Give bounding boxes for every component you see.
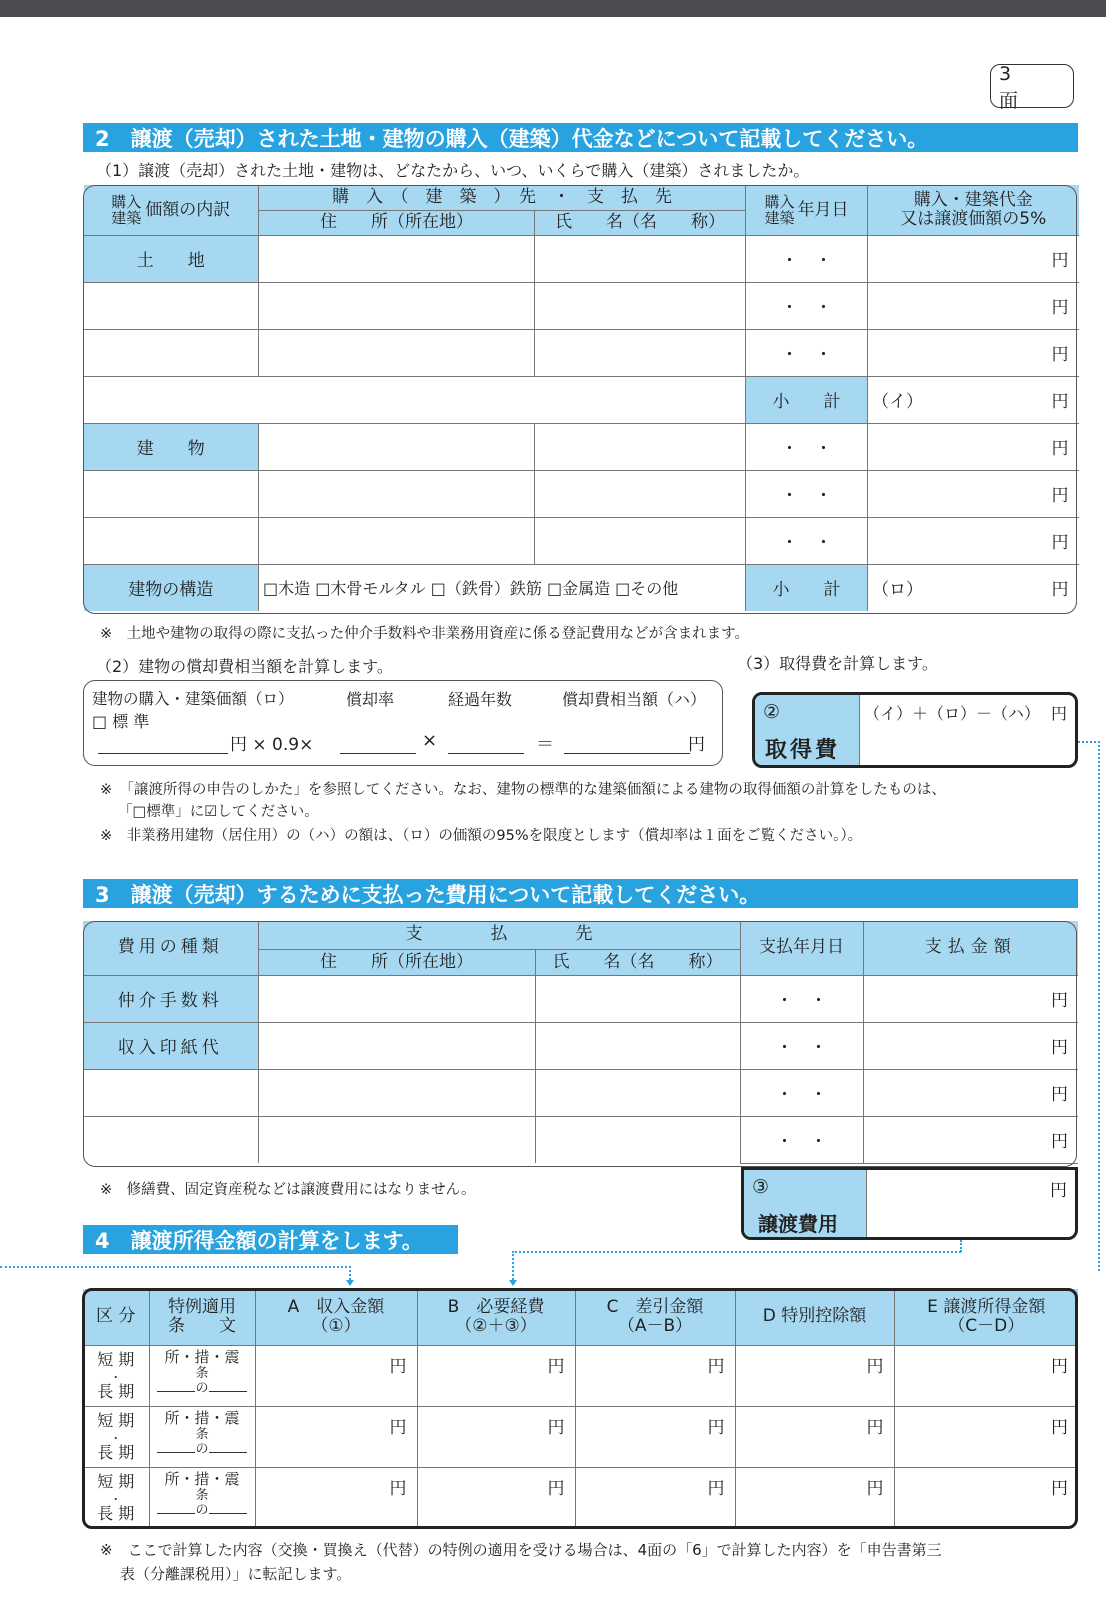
calc-years-input[interactable]: [448, 753, 524, 754]
revenue-field[interactable]: 円: [255, 1345, 417, 1406]
article-field[interactable]: 所・措・震 条 の: [149, 1406, 255, 1467]
expense-date-field[interactable]: ・ ・: [740, 1022, 863, 1069]
yen-unit: 円: [1051, 392, 1069, 412]
revenue-field[interactable]: 円: [255, 1406, 417, 1467]
section2-note3: ※ 非業務用建物（居住用）の（ハ）の額は、（ロ）の価額の95%を限度とします（償却率は１面をご覧ください。）。: [100, 828, 863, 844]
table-row: [84, 235, 1079, 282]
expense-amount-field[interactable]: 円: [863, 1116, 1078, 1163]
header-kubun: 区 分: [83, 1289, 149, 1345]
section4-note-a: ※ ここで計算した内容（交換・買換え（代替）の特例の適用を受ける場合は、4面の「6」で計算した内容）を「申告書第三: [100, 1541, 942, 1559]
difference-field[interactable]: 円: [575, 1406, 735, 1467]
calc-yen-mult: 円 × 0.9×: [230, 735, 314, 755]
table-row: [84, 282, 1079, 329]
building-date-field[interactable]: ・ ・: [746, 423, 868, 470]
header-c-difference: C 差引金額 （A－B）: [575, 1289, 735, 1345]
section2-note2b: 「□標準」に☑してください。: [118, 804, 319, 820]
header-date: 購入 建築 年月日: [746, 185, 868, 235]
acq-formula: （イ）＋（ロ）－（ハ）: [864, 704, 1041, 723]
row-label-empty: [84, 517, 259, 564]
row-label-stamp: 収入印紙代: [83, 1022, 258, 1069]
subtotal-row: [84, 376, 1079, 423]
deduction-field[interactable]: 円: [735, 1467, 894, 1528]
expense-name-field[interactable]: [535, 975, 740, 1022]
table-row: [84, 470, 1079, 517]
spacer: [84, 376, 746, 423]
land-name-field[interactable]: [535, 329, 746, 376]
land-date-field[interactable]: ・ ・: [746, 329, 868, 376]
calc-yen: 円: [688, 735, 705, 755]
transfer-label-cell: [744, 1170, 867, 1237]
header-e-income: E 譲渡所得金額 （C－D）: [894, 1289, 1078, 1345]
expense-name-field[interactable]: [535, 1069, 740, 1116]
top-bar: [0, 0, 1106, 17]
income-field[interactable]: 円: [894, 1467, 1078, 1528]
table-row: [83, 1116, 1078, 1163]
building-address-field[interactable]: [259, 470, 535, 517]
connector-line: [1098, 741, 1100, 1271]
land-price-field[interactable]: 円: [868, 235, 1079, 282]
connector-line: [1078, 741, 1100, 743]
acquisition-label-cell: [755, 695, 860, 765]
building-date-field[interactable]: ・ ・: [746, 470, 868, 517]
income-calc-table: [83, 1289, 1078, 1528]
expense-date-field[interactable]: ・ ・: [740, 1069, 863, 1116]
connector-line: [512, 1251, 514, 1280]
subtotal-i-field[interactable]: [868, 376, 1079, 423]
header-b-expenses: B 必要経費 （②＋③）: [417, 1289, 575, 1345]
transfer-cost-input[interactable]: [867, 1170, 1075, 1237]
table-row: [84, 329, 1079, 376]
building-price-field[interactable]: 円: [868, 470, 1079, 517]
calc-rate-label: 償却率: [346, 690, 395, 709]
section2-note1: ※ 土地や建物の取得の際に支払った仲介手数料や非業務用資産に係る登記費用などが含まれます。: [100, 626, 749, 642]
expense-date-field[interactable]: ・ ・: [740, 1116, 863, 1163]
expense-address-field[interactable]: [258, 1069, 535, 1116]
article-field[interactable]: 所・措・震 条 の: [149, 1467, 255, 1528]
section2-sub2: （2）建物の償却費相当額を計算します。: [96, 657, 393, 676]
expense-amount-field[interactable]: 円: [863, 1022, 1078, 1069]
table-row: [84, 517, 1079, 564]
subtotal-label: 小 計: [746, 564, 868, 611]
building-name-field[interactable]: [535, 470, 746, 517]
land-date-field[interactable]: ・ ・: [746, 282, 868, 329]
table-row: [83, 1406, 1078, 1467]
building-address-field[interactable]: [259, 517, 535, 564]
page-label: 3 面: [990, 64, 1074, 108]
section2-title: 2 譲渡（売却）された土地・建物の購入（建築）代金などについて記載してください。: [83, 123, 1078, 152]
transfer-num: ③: [752, 1176, 770, 1198]
table-row: [83, 1345, 1078, 1406]
subtotal-ro-field[interactable]: [868, 564, 1079, 611]
row-label-broker-fee: 仲介手数料: [83, 975, 258, 1022]
expense-name-field[interactable]: [535, 1116, 740, 1163]
expense-name-field[interactable]: [535, 1022, 740, 1069]
section2-note2a: ※ 「譲渡所得の申告のしかた」を参照してください。なお、建物の標準的な建築価額による建物の取得価額の計算をしたものは、: [100, 782, 946, 798]
table-row: [83, 1467, 1078, 1528]
header-price: 購入・建築代金 又は譲渡価額の5%: [868, 185, 1079, 235]
ro-mark: （ロ）: [872, 580, 923, 601]
header-pay-amount: 支払金額: [863, 921, 1078, 975]
article-field[interactable]: 所・措・震 条 の: [149, 1345, 255, 1406]
expenses-field[interactable]: 円: [417, 1406, 575, 1467]
section3-title: 3 譲渡（売却）するために支払った費用について記載してください。: [83, 879, 1078, 908]
connector-line: [349, 1266, 351, 1280]
row-label-building: 建 物: [84, 423, 259, 470]
building-name-field[interactable]: [535, 517, 746, 564]
header-d-deduction: D 特別控除額: [735, 1289, 894, 1345]
connector-line: [0, 1266, 351, 1268]
term-toggle[interactable]: 短 期 ・ 長 期: [83, 1467, 149, 1528]
land-name-field[interactable]: [535, 235, 746, 282]
transfer-label: 譲渡費用: [758, 1212, 838, 1236]
building-date-field[interactable]: ・ ・: [746, 517, 868, 564]
header-expense-type: 費用の種類: [83, 921, 258, 975]
structure-row: [84, 564, 1079, 611]
acquisition-input[interactable]: [860, 695, 1075, 765]
header-pay-date: 支払年月日: [740, 921, 863, 975]
header-payee: 支 払 先: [258, 921, 740, 949]
calc-years-label: 経過年数: [448, 690, 513, 709]
structure-label: 建物の構造: [84, 564, 259, 611]
calc-equals: ＝: [536, 734, 554, 755]
revenue-field[interactable]: 円: [255, 1467, 417, 1528]
transfer-yen: 円: [1050, 1181, 1067, 1201]
expenses-field[interactable]: 円: [417, 1467, 575, 1528]
depreciation-calc-box: [83, 680, 723, 766]
acq-yen: 円: [1050, 704, 1067, 723]
table-row: [83, 975, 1078, 1022]
header-address: 住 所（所在地）: [258, 949, 535, 975]
transfer-cost-box: [741, 1167, 1078, 1240]
acquisition-cost-box: [752, 692, 1078, 768]
term-toggle[interactable]: 短 期 ・ 長 期: [83, 1345, 149, 1406]
income-field[interactable]: 円: [894, 1406, 1078, 1467]
header-a-revenue: A 収入金額 （①）: [255, 1289, 417, 1345]
section3-note: ※ 修繕費、固定資産税などは譲渡費用にはなりません。: [100, 1182, 476, 1198]
calc-rate-input[interactable]: [340, 753, 416, 754]
header-vendor: 購 入 （ 建 築 ） 先 ・ 支 払 先: [259, 185, 746, 210]
row-label-land: 土 地: [84, 235, 259, 282]
term-toggle[interactable]: 短 期 ・ 長 期: [83, 1406, 149, 1467]
calc-dep-input[interactable]: [564, 753, 690, 754]
land-address-field[interactable]: [259, 235, 535, 282]
expense-address-field[interactable]: [258, 1116, 535, 1163]
row-label-empty: [83, 1069, 258, 1116]
land-date-field[interactable]: ・ ・: [746, 235, 868, 282]
expense-address-field[interactable]: [258, 975, 535, 1022]
table-row: [83, 1069, 1078, 1116]
standard-checkbox[interactable]: □ 標 準: [92, 712, 150, 731]
building-address-field[interactable]: [259, 423, 535, 470]
deduction-field[interactable]: 円: [735, 1406, 894, 1467]
structure-options[interactable]: □木造 □木骨モルタル □（鉄骨）鉄筋 □金属造 □その他: [259, 564, 746, 611]
section4-note-b: 表（分離課税用）」に転記します。: [120, 1565, 352, 1583]
header-name: 氏 名（名 称）: [535, 210, 746, 235]
difference-field[interactable]: 円: [575, 1467, 735, 1528]
land-address-field[interactable]: [259, 282, 535, 329]
expense-amount-field[interactable]: 円: [863, 975, 1078, 1022]
expense-date-field[interactable]: ・ ・: [740, 975, 863, 1022]
row-label-empty: [84, 470, 259, 517]
calc-price-label: 建物の購入・建築価額（ロ）: [92, 690, 294, 708]
arrow-down-icon: [346, 1280, 354, 1286]
arrow-down-icon: [509, 1280, 517, 1286]
acq-num: ②: [763, 701, 781, 723]
yen-unit: 円: [1051, 580, 1069, 601]
building-price-field[interactable]: 円: [868, 517, 1079, 564]
row-label-empty: [84, 282, 259, 329]
section2-sub3: （3）取得費を計算します。: [737, 654, 938, 673]
acq-label: 取得費: [765, 738, 841, 763]
subtotal-label: 小 計: [746, 376, 868, 423]
calc-dep-label: 償却費相当額（ハ）: [562, 690, 707, 709]
expense-amount-field[interactable]: 円: [863, 1069, 1078, 1116]
land-price-field[interactable]: 円: [868, 282, 1079, 329]
row-label-empty: [84, 329, 259, 376]
building-price-field[interactable]: 円: [868, 423, 1079, 470]
header-address: 住 所（所在地）: [259, 210, 535, 235]
purchase-table: [83, 185, 1079, 611]
land-price-field[interactable]: 円: [868, 329, 1079, 376]
deduction-field[interactable]: 円: [735, 1345, 894, 1406]
expenses-table: [83, 921, 1078, 1164]
row-label-empty: [83, 1116, 258, 1163]
calc-times: ×: [422, 730, 438, 751]
land-name-field[interactable]: [535, 282, 746, 329]
header-article: 特例適用 条 文: [149, 1289, 255, 1345]
income-field[interactable]: 円: [894, 1345, 1078, 1406]
expense-address-field[interactable]: [258, 1022, 535, 1069]
difference-field[interactable]: 円: [575, 1345, 735, 1406]
section2-sub1: （1）譲渡（売却）された土地・建物は、どなたから、いつ、いくらで購入（建築）されましたか。: [96, 161, 810, 180]
calc-price-input[interactable]: [98, 753, 228, 754]
connector-line: [512, 1251, 961, 1253]
land-address-field[interactable]: [259, 329, 535, 376]
building-name-field[interactable]: [535, 423, 746, 470]
table-row: [84, 423, 1079, 470]
i-mark: （イ）: [872, 392, 923, 412]
section4-title: 4 譲渡所得金額の計算をします。: [83, 1225, 458, 1254]
table-row: [83, 1022, 1078, 1069]
expenses-field[interactable]: 円: [417, 1345, 575, 1406]
header-breakdown: 購入 建築 価額の内訳: [84, 185, 259, 235]
header-name: 氏 名（名 称）: [535, 949, 740, 975]
